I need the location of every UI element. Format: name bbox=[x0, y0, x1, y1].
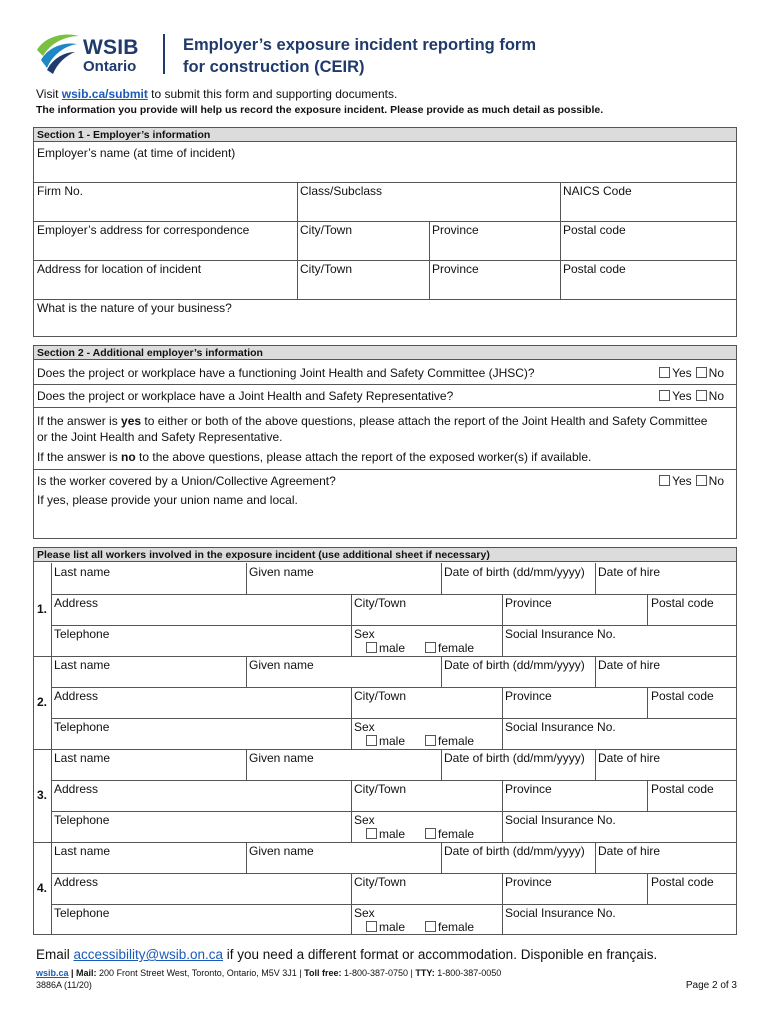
female-label: female bbox=[438, 920, 475, 934]
dob-label: Date of birth (dd/mm/yyyy) bbox=[444, 844, 585, 858]
accessibility-email-link[interactable]: accessibility@wsib.on.ca bbox=[73, 947, 224, 962]
footer-text: if you need a different format or accommodation. Disponible en français. bbox=[223, 947, 658, 962]
divider bbox=[246, 842, 247, 873]
female-checkbox[interactable] bbox=[425, 828, 436, 839]
province-label: Province bbox=[505, 782, 552, 796]
postal-code-label: Postal code bbox=[651, 782, 714, 796]
nature-business-label: What is the nature of your business? bbox=[37, 301, 232, 315]
firm-no-label: Firm No. bbox=[37, 184, 83, 198]
postal-code-label: Postal code bbox=[563, 262, 626, 276]
male-checkbox[interactable] bbox=[366, 828, 377, 839]
note-emphasis: yes bbox=[121, 414, 142, 428]
worker-number: 4. bbox=[37, 881, 48, 895]
given-name-label: Given name bbox=[249, 844, 314, 858]
address-label: Address bbox=[54, 596, 99, 610]
divider bbox=[595, 749, 596, 780]
sin-label: Social Insurance No. bbox=[505, 813, 616, 827]
male-label: male bbox=[379, 920, 406, 934]
sin-label: Social Insurance No. bbox=[505, 720, 616, 734]
note-emphasis: no bbox=[121, 450, 136, 464]
form-code: 3886A (11/20) bbox=[36, 980, 92, 990]
address-correspondence-label: Employer’s address for correspondence bbox=[37, 223, 250, 237]
note-no bbox=[37, 450, 591, 464]
dob-label: Date of birth (dd/mm/yyyy) bbox=[444, 565, 585, 579]
sex-options bbox=[366, 827, 474, 841]
wsib-site-link[interactable]: wsib.ca bbox=[36, 968, 69, 978]
telephone-label: Telephone bbox=[54, 720, 110, 734]
divider bbox=[560, 182, 561, 221]
dob-label: Date of birth (dd/mm/yyyy) bbox=[444, 658, 585, 672]
city-town-label: City/Town bbox=[354, 689, 407, 703]
sex-label: Sex bbox=[354, 906, 375, 920]
postal-code-label: Postal code bbox=[563, 223, 626, 237]
union-no-checkbox[interactable] bbox=[696, 475, 707, 486]
wsib-logo bbox=[33, 30, 183, 80]
male-checkbox[interactable] bbox=[366, 921, 377, 932]
note-text: to either or both of the above questions, please attach the report of the Joint Health and Safety Committee or the Joint Health and Safety Representative. bbox=[37, 414, 708, 444]
province-label: Province bbox=[432, 262, 479, 276]
footer-label: Toll free: bbox=[304, 968, 342, 978]
postal-code-label: Postal code bbox=[651, 596, 714, 610]
telephone-label: Telephone bbox=[54, 813, 110, 827]
divider bbox=[51, 873, 736, 874]
union-yes-no bbox=[659, 474, 724, 488]
note-text: If the answer is bbox=[37, 414, 122, 428]
divider bbox=[647, 594, 648, 625]
given-name-label: Given name bbox=[249, 565, 314, 579]
union-detail-label: If yes, please provide your union name and local. bbox=[37, 493, 298, 507]
class-subclass-label: Class/Subclass bbox=[300, 184, 383, 198]
telephone-label: Telephone bbox=[54, 627, 110, 641]
male-checkbox[interactable] bbox=[366, 735, 377, 746]
logo-wordmark: WSIB bbox=[83, 36, 139, 59]
jhsc-no-checkbox[interactable] bbox=[696, 367, 707, 378]
last-name-label: Last name bbox=[54, 844, 111, 858]
city-town-label: City/Town bbox=[300, 223, 353, 237]
male-label: male bbox=[379, 734, 406, 748]
sex-options bbox=[366, 920, 474, 934]
header-divider bbox=[163, 34, 165, 74]
divider bbox=[34, 842, 736, 843]
page-header bbox=[30, 28, 750, 80]
employer-name-label: Employer’s name (at time of incident) bbox=[37, 146, 236, 160]
sex-label: Sex bbox=[354, 720, 375, 734]
no-label: No bbox=[708, 389, 724, 403]
last-name-label: Last name bbox=[54, 658, 111, 672]
divider bbox=[246, 563, 247, 594]
divider bbox=[441, 842, 442, 873]
dob-label: Date of birth (dd/mm/yyyy) bbox=[444, 751, 585, 765]
telephone-label: Telephone bbox=[54, 906, 110, 920]
footer-contact bbox=[36, 968, 501, 978]
rep-question: Does the project or workplace have a Joint Health and Safety Representative? bbox=[37, 389, 454, 403]
address-label: Address bbox=[54, 689, 99, 703]
divider bbox=[34, 221, 736, 222]
naics-code-label: NAICS Code bbox=[563, 184, 632, 198]
sex-label: Sex bbox=[354, 627, 375, 641]
divider bbox=[647, 780, 648, 811]
divider bbox=[647, 687, 648, 718]
divider bbox=[34, 384, 736, 385]
section-1 bbox=[33, 127, 737, 337]
divider bbox=[51, 563, 52, 656]
divider bbox=[51, 718, 736, 719]
province-label: Province bbox=[505, 596, 552, 610]
male-label: male bbox=[379, 827, 406, 841]
female-checkbox[interactable] bbox=[425, 642, 436, 653]
footer-text: Email bbox=[36, 947, 74, 962]
intro-visit-prefix: Visit bbox=[36, 87, 62, 101]
intro-visit bbox=[36, 87, 397, 101]
divider bbox=[595, 656, 596, 687]
male-label: male bbox=[379, 641, 406, 655]
date-hire-label: Date of hire bbox=[598, 565, 661, 579]
workers-section bbox=[33, 547, 737, 935]
divider bbox=[441, 563, 442, 594]
union-question: Is the worker covered by a Union/Collective Agreement? bbox=[37, 474, 336, 488]
submit-link[interactable]: wsib.ca/submit bbox=[61, 87, 148, 101]
city-town-label: City/Town bbox=[354, 596, 407, 610]
divider bbox=[34, 469, 736, 470]
sex-options bbox=[366, 734, 474, 748]
jhsc-yes-no bbox=[659, 366, 724, 380]
note-text: If the answer is bbox=[37, 450, 122, 464]
postal-code-label: Postal code bbox=[651, 689, 714, 703]
no-label: No bbox=[708, 366, 724, 380]
given-name-label: Given name bbox=[249, 658, 314, 672]
address-location-label: Address for location of incident bbox=[37, 262, 202, 276]
divider bbox=[51, 687, 736, 688]
female-checkbox[interactable] bbox=[425, 921, 436, 932]
divider bbox=[34, 749, 736, 750]
female-checkbox[interactable] bbox=[425, 735, 436, 746]
sin-label: Social Insurance No. bbox=[505, 906, 616, 920]
intro-info: The information you provide will help us record the exposure incident. Please provide as much detail as possible. bbox=[36, 104, 604, 116]
address-label: Address bbox=[54, 875, 99, 889]
date-hire-label: Date of hire bbox=[598, 658, 661, 672]
province-label: Province bbox=[432, 223, 479, 237]
note-text: to the above questions, please attach the report of the exposed worker(s) if available. bbox=[135, 450, 592, 464]
female-label: female bbox=[438, 734, 475, 748]
yes-label: Yes bbox=[672, 366, 692, 380]
footer-text: 1-800-387-0050 bbox=[434, 968, 502, 978]
worker-number: 1. bbox=[37, 602, 48, 616]
divider bbox=[246, 656, 247, 687]
divider bbox=[51, 594, 736, 595]
sex-options bbox=[366, 641, 474, 655]
last-name-label: Last name bbox=[54, 565, 111, 579]
divider bbox=[51, 656, 52, 749]
sex-label: Sex bbox=[354, 813, 375, 827]
date-hire-label: Date of hire bbox=[598, 751, 661, 765]
address-label: Address bbox=[54, 782, 99, 796]
worker-number: 2. bbox=[37, 695, 48, 709]
city-town-label: City/Town bbox=[354, 782, 407, 796]
jhsc-yes-checkbox[interactable] bbox=[659, 367, 670, 378]
union-yes-checkbox[interactable] bbox=[659, 475, 670, 486]
no-label: No bbox=[708, 474, 724, 488]
yes-label: Yes bbox=[672, 389, 692, 403]
worker-number: 3. bbox=[37, 788, 48, 802]
divider bbox=[51, 625, 736, 626]
rep-yes-checkbox[interactable] bbox=[659, 390, 670, 401]
section-2 bbox=[33, 345, 737, 539]
divider bbox=[34, 182, 736, 183]
last-name-label: Last name bbox=[54, 751, 111, 765]
yes-label: Yes bbox=[672, 474, 692, 488]
divider bbox=[441, 656, 442, 687]
footer-text: 1-800-387-0750 | bbox=[341, 968, 416, 978]
divider bbox=[647, 873, 648, 904]
divider bbox=[441, 749, 442, 780]
workers-heading: Please list all workers involved in the exposure incident (use additional sheet if necessary) bbox=[34, 548, 736, 562]
divider bbox=[51, 842, 52, 935]
city-town-label: City/Town bbox=[354, 875, 407, 889]
divider bbox=[51, 749, 52, 842]
divider bbox=[595, 563, 596, 594]
divider bbox=[34, 656, 736, 657]
divider bbox=[34, 260, 736, 261]
rep-no-checkbox[interactable] bbox=[696, 390, 707, 401]
city-town-label: City/Town bbox=[300, 262, 353, 276]
divider bbox=[51, 904, 736, 905]
given-name-label: Given name bbox=[249, 751, 314, 765]
footer-text: 200 Front Street West, Toronto, Ontario, M5V 3J1 | bbox=[96, 968, 305, 978]
sin-label: Social Insurance No. bbox=[505, 627, 616, 641]
male-checkbox[interactable] bbox=[366, 642, 377, 653]
footer-label: | Mail: bbox=[68, 968, 97, 978]
footer-accessibility bbox=[36, 947, 657, 962]
divider bbox=[51, 811, 736, 812]
province-label: Province bbox=[505, 689, 552, 703]
divider bbox=[297, 182, 298, 221]
divider bbox=[34, 407, 736, 408]
female-label: female bbox=[438, 641, 475, 655]
wsib-logo-icon bbox=[33, 32, 81, 76]
footer-label: TTY: bbox=[415, 968, 435, 978]
divider bbox=[34, 299, 736, 300]
rep-yes-no bbox=[659, 389, 724, 403]
date-hire-label: Date of hire bbox=[598, 844, 661, 858]
intro-visit-suffix: to submit this form and supporting documents. bbox=[147, 87, 398, 101]
page-number: Page 2 of 3 bbox=[685, 980, 737, 991]
form-title: Employer’s exposure incident reporting form for construction (CEIR) bbox=[183, 36, 536, 76]
jhsc-question: Does the project or workplace have a functioning Joint Health and Safety Committee (JHSC)? bbox=[37, 366, 535, 380]
divider bbox=[51, 780, 736, 781]
note-yes bbox=[37, 413, 717, 445]
divider bbox=[246, 749, 247, 780]
logo-subtext: Ontario bbox=[83, 58, 137, 75]
postal-code-label: Postal code bbox=[651, 875, 714, 889]
section-2-heading: Section 2 - Additional employer’s information bbox=[34, 346, 736, 360]
section-1-heading: Section 1 - Employer’s information bbox=[34, 128, 736, 142]
divider bbox=[595, 842, 596, 873]
female-label: female bbox=[438, 827, 475, 841]
province-label: Province bbox=[505, 875, 552, 889]
